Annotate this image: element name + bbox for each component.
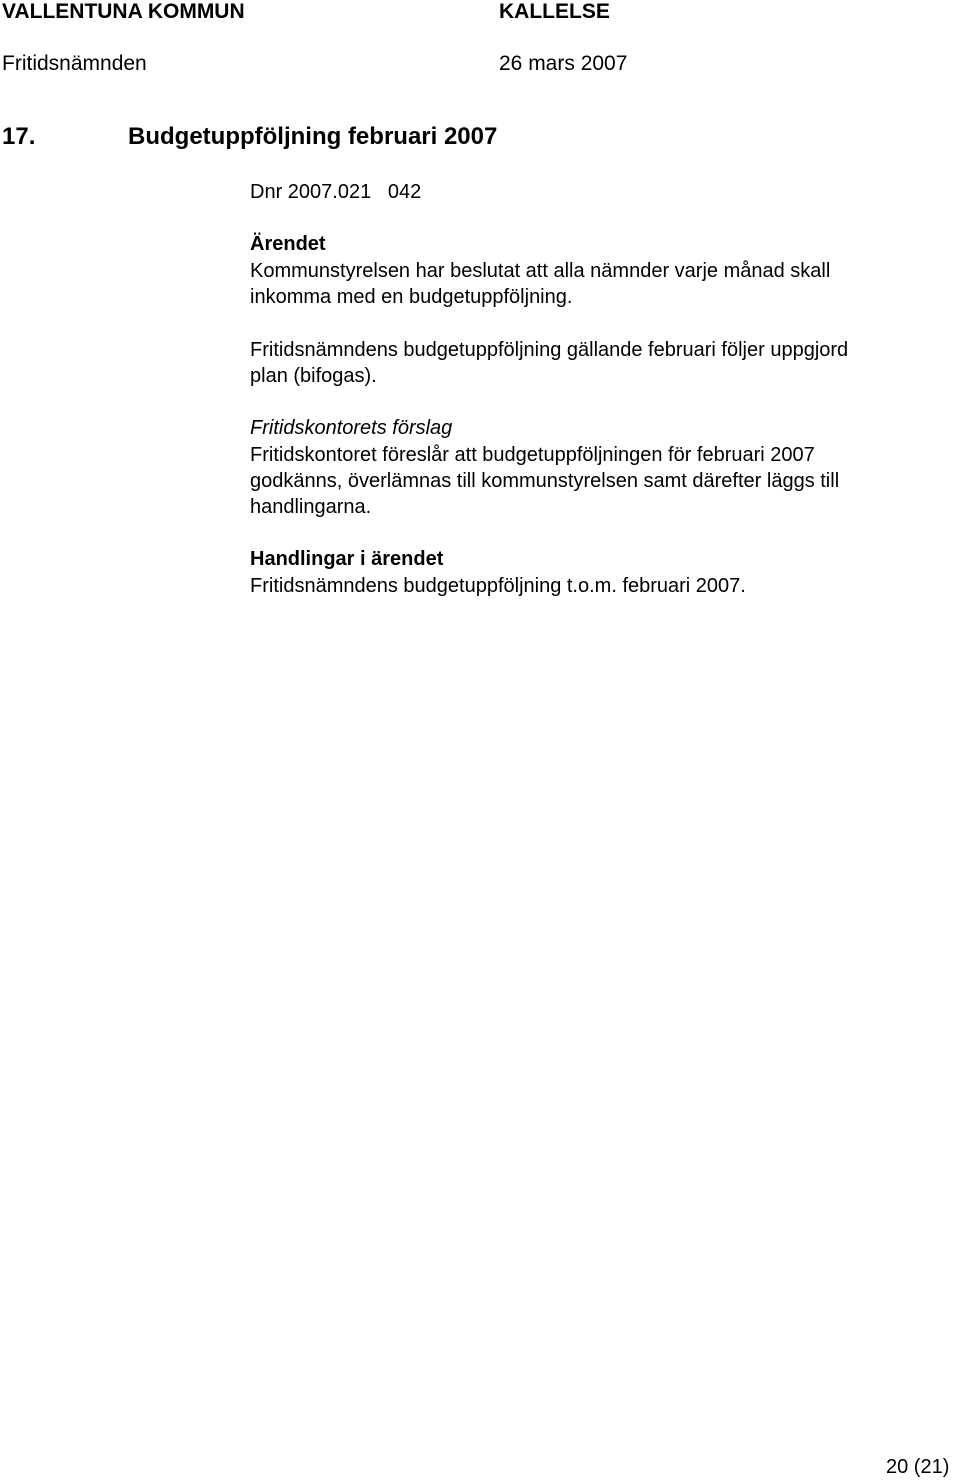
forslag-line-2: godkänns, överlämnas till kommunstyrelsen samt därefter läggs till <box>250 470 840 492</box>
forslag-line-1: Fritidskontoret föreslår att budgetuppföljningen för februari 2007 <box>250 444 815 466</box>
page-number: 20 (21) <box>886 1456 950 1478</box>
organization-name: VALLENTUNA KOMMUN <box>2 0 245 23</box>
arendet-line-1: Kommunstyrelsen har beslutat att alla nämnder varje månad skall <box>250 260 831 282</box>
item-title: Budgetuppföljning februari 2007 <box>128 123 498 150</box>
committee-name: Fritidsnämnden <box>2 52 147 75</box>
arendet-line-2: inkomma med en budgetuppföljning. <box>250 286 573 308</box>
para2-line-2: plan (bifogas). <box>250 365 377 387</box>
item-number: 17. <box>2 123 36 150</box>
forslag-heading: Fritidskontorets förslag <box>250 417 453 439</box>
diary-number: Dnr 2007.021 042 <box>250 181 422 203</box>
para2-line-1: Fritidsnämndens budgetuppföljning gällande februari följer uppgjord <box>250 339 849 361</box>
forslag-line-3: handlingarna. <box>250 496 372 518</box>
document-type: KALLELSE <box>499 0 610 23</box>
handlingar-heading: Handlingar i ärendet <box>250 548 444 570</box>
arendet-heading: Ärendet <box>250 233 326 255</box>
meeting-date: 26 mars 2007 <box>499 52 628 75</box>
handlingar-line-1: Fritidsnämndens budgetuppföljning t.o.m. februari 2007. <box>250 575 746 597</box>
